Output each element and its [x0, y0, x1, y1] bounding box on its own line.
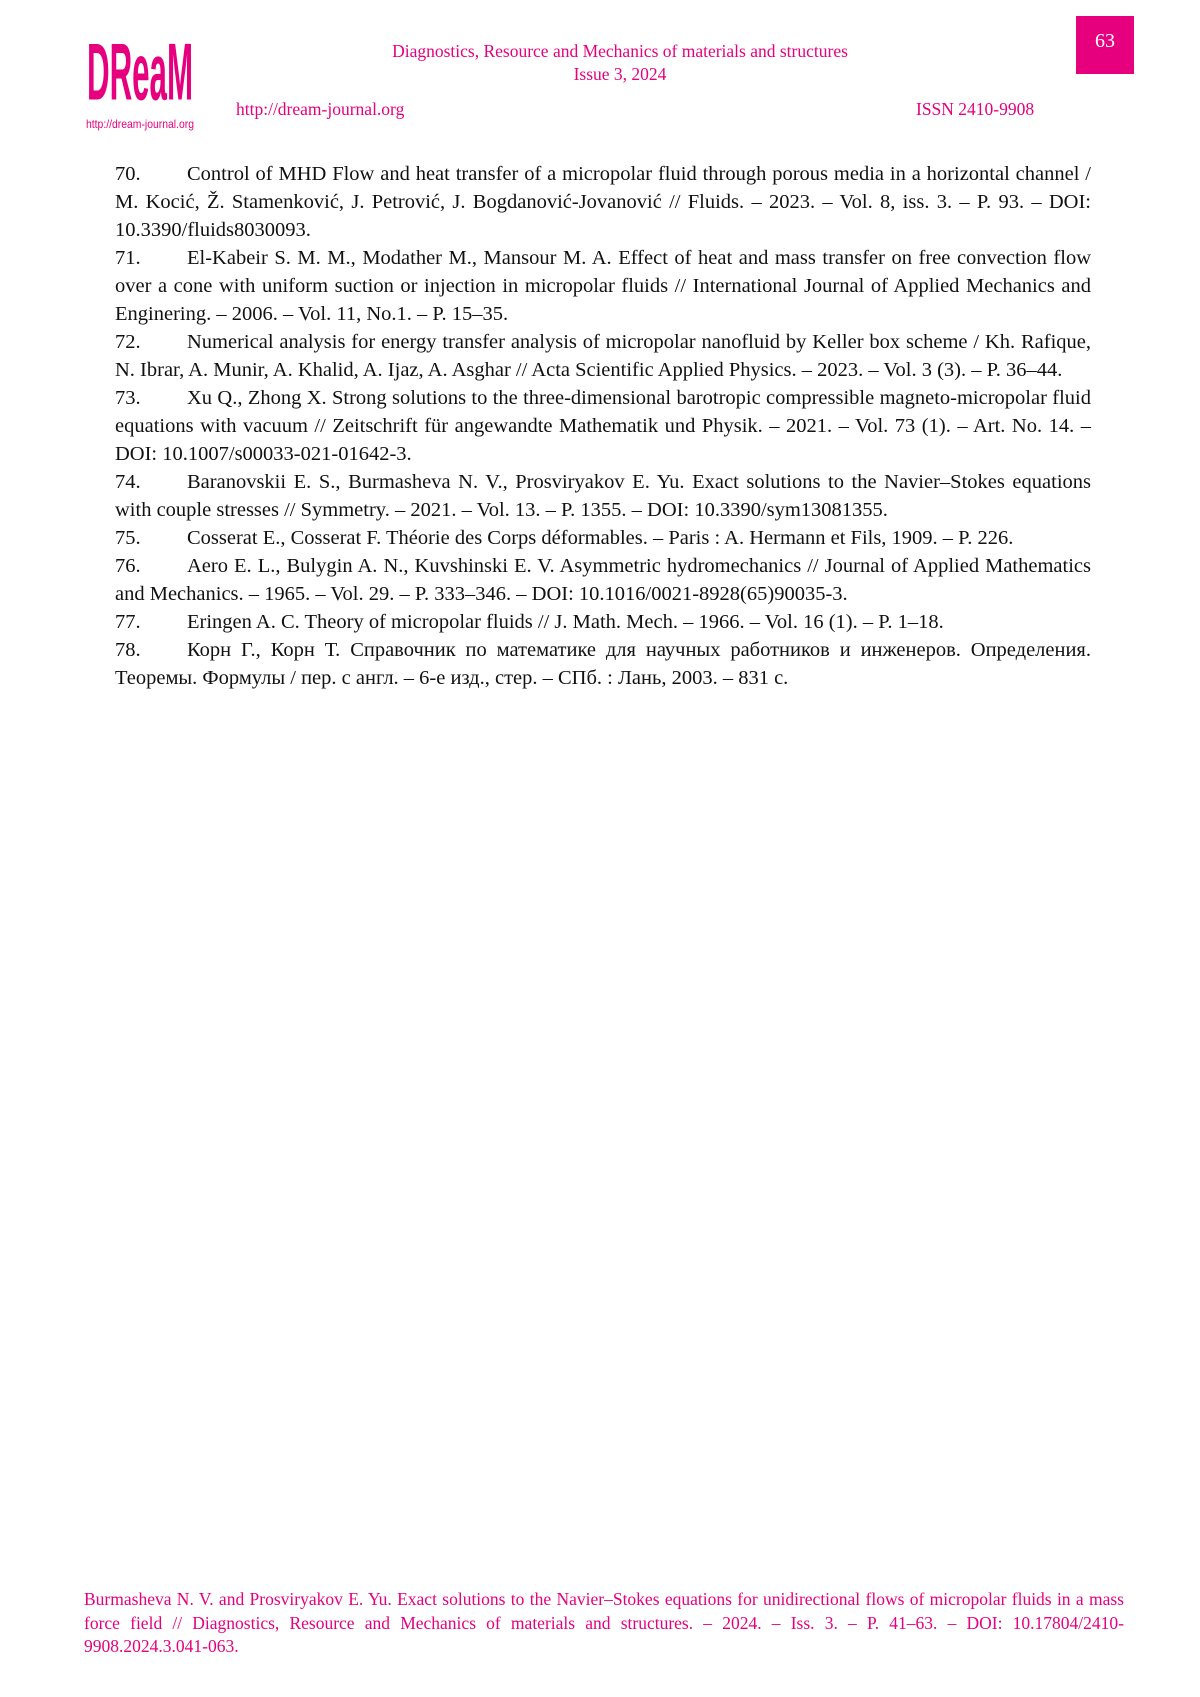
reference-number: 72.	[115, 331, 141, 353]
reference-number: 78.	[115, 639, 141, 661]
reference-text: El-Kabeir S. M. M., Modather M., Mansour M. A. Effect of heat and mass transfer on free convection flow over a cone with uniform suction or injection in micropolar fluids // International Journal of Applied Mechanics and Enginering. – 2006. – Vol. 11, No.1. – P. 15–35.	[115, 247, 1091, 325]
reference-text: Aero E. L., Bulygin A. N., Kuvshinski E. V. Asymmetric hydromechanics // Journal of Applied Mathematics and Mechanics. – 1965. – Vol. 29. – P. 333–346. – DOI: 10.1016/0021-8928(65)90035-3.	[115, 555, 1091, 605]
reference-item	[115, 608, 1091, 636]
journal-logo	[84, 16, 196, 134]
reference-text: Xu Q., Zhong X. Strong solutions to the three-dimensional barotropic compressible magneto-micropolar fluid equations with vacuum // Zeitschrift für angewandte Mathematik und Physik. – 2021. – Vol. 73 (1). – Art. No. 14. – DOI: 10.1007/s00033-021-01642-3.	[115, 387, 1091, 465]
reference-number: 77.	[115, 611, 141, 633]
reference-text: Cosserat E., Cosserat F. Théorie des Corps déformables. – Paris : A. Hermann et Fils, 1909. – P. 226.	[187, 527, 1014, 549]
reference-number: 71.	[115, 247, 141, 269]
reference-item	[115, 468, 1091, 524]
reference-text: Numerical analysis for energy transfer analysis of micropolar nanofluid by Keller box scheme / Kh. Rafique, N. Ibrar, A. Munir, A. Khalid, A. Ijaz, A. Asghar // Acta Scientific Applied Physics. – 2023. – Vol. 3 (3). – P. 36–44.	[115, 331, 1091, 381]
reference-item	[115, 328, 1091, 384]
page-number-badge	[1076, 16, 1134, 74]
page-number: 63	[1095, 30, 1115, 52]
reference-item	[115, 636, 1091, 692]
reference-number: 74.	[115, 471, 141, 493]
reference-item	[115, 244, 1091, 328]
svg-text:DReaM: DReaM	[86, 26, 193, 118]
journal-header	[330, 40, 910, 86]
reference-item	[115, 524, 1091, 552]
reference-text: Eringen A. C. Theory of micropolar fluids // J. Math. Mech. – 1966. – Vol. 16 (1). – P. 1–18.	[187, 611, 944, 633]
issn-label: ISSN 2410-9908	[916, 99, 1035, 119]
issue-label: Issue 3, 2024	[573, 64, 667, 84]
reference-number: 76.	[115, 555, 141, 577]
journal-title: Diagnostics, Resource and Mechanics of materials and structures	[392, 41, 848, 61]
journal-url-link[interactable]: http://dream-journal.org	[236, 99, 405, 119]
reference-item	[115, 552, 1091, 608]
reference-number: 70.	[115, 163, 141, 185]
reference-item	[115, 384, 1091, 468]
reference-number: 73.	[115, 387, 141, 409]
reference-item	[115, 160, 1091, 244]
reference-number: 75.	[115, 527, 141, 549]
reference-text: Корн Г., Корн Т. Справочник по математике для научных работников и инженеров. Определения. Теоремы. Формулы / пер. с англ. – 6-е изд., стер. – СПб. : Лань, 2003. – 831 с.	[115, 639, 1091, 689]
citation-footer: Burmasheva N. V. and Prosviryakov E. Yu. Exact solutions to the Navier–Stokes equations for unidirectional flows of micropolar fluids in a mass force field // Diagnostics, Resource and Mechanics of materials and structures. – 2024. – Iss. 3. – P. 41–63. – DOI: 10.17804/2410-9908.2024.3.041-063.	[84, 1589, 1124, 1656]
dream-logo-icon	[84, 16, 196, 134]
svg-text:http://dream-journal.org: http://dream-journal.org	[86, 117, 194, 131]
reference-text: Control of MHD Flow and heat transfer of a micropolar fluid through porous media in a horizontal channel / M. Kocić, Ž. Stamenković, J. Petrović, J. Bogdanović-Jovanović // Fluids. – 2023. – Vol. 8, iss. 3. – P. 93. – DOI: 10.3390/fluids8030093.	[115, 163, 1091, 241]
reference-list	[115, 160, 1091, 692]
reference-text: Baranovskii E. S., Burmasheva N. V., Prosviryakov E. Yu. Exact solutions to the Navier–Stokes equations with couple stresses // Symmetry. – 2021. – Vol. 13. – P. 1355. – DOI: 10.3390/sym13081355.	[115, 471, 1091, 521]
